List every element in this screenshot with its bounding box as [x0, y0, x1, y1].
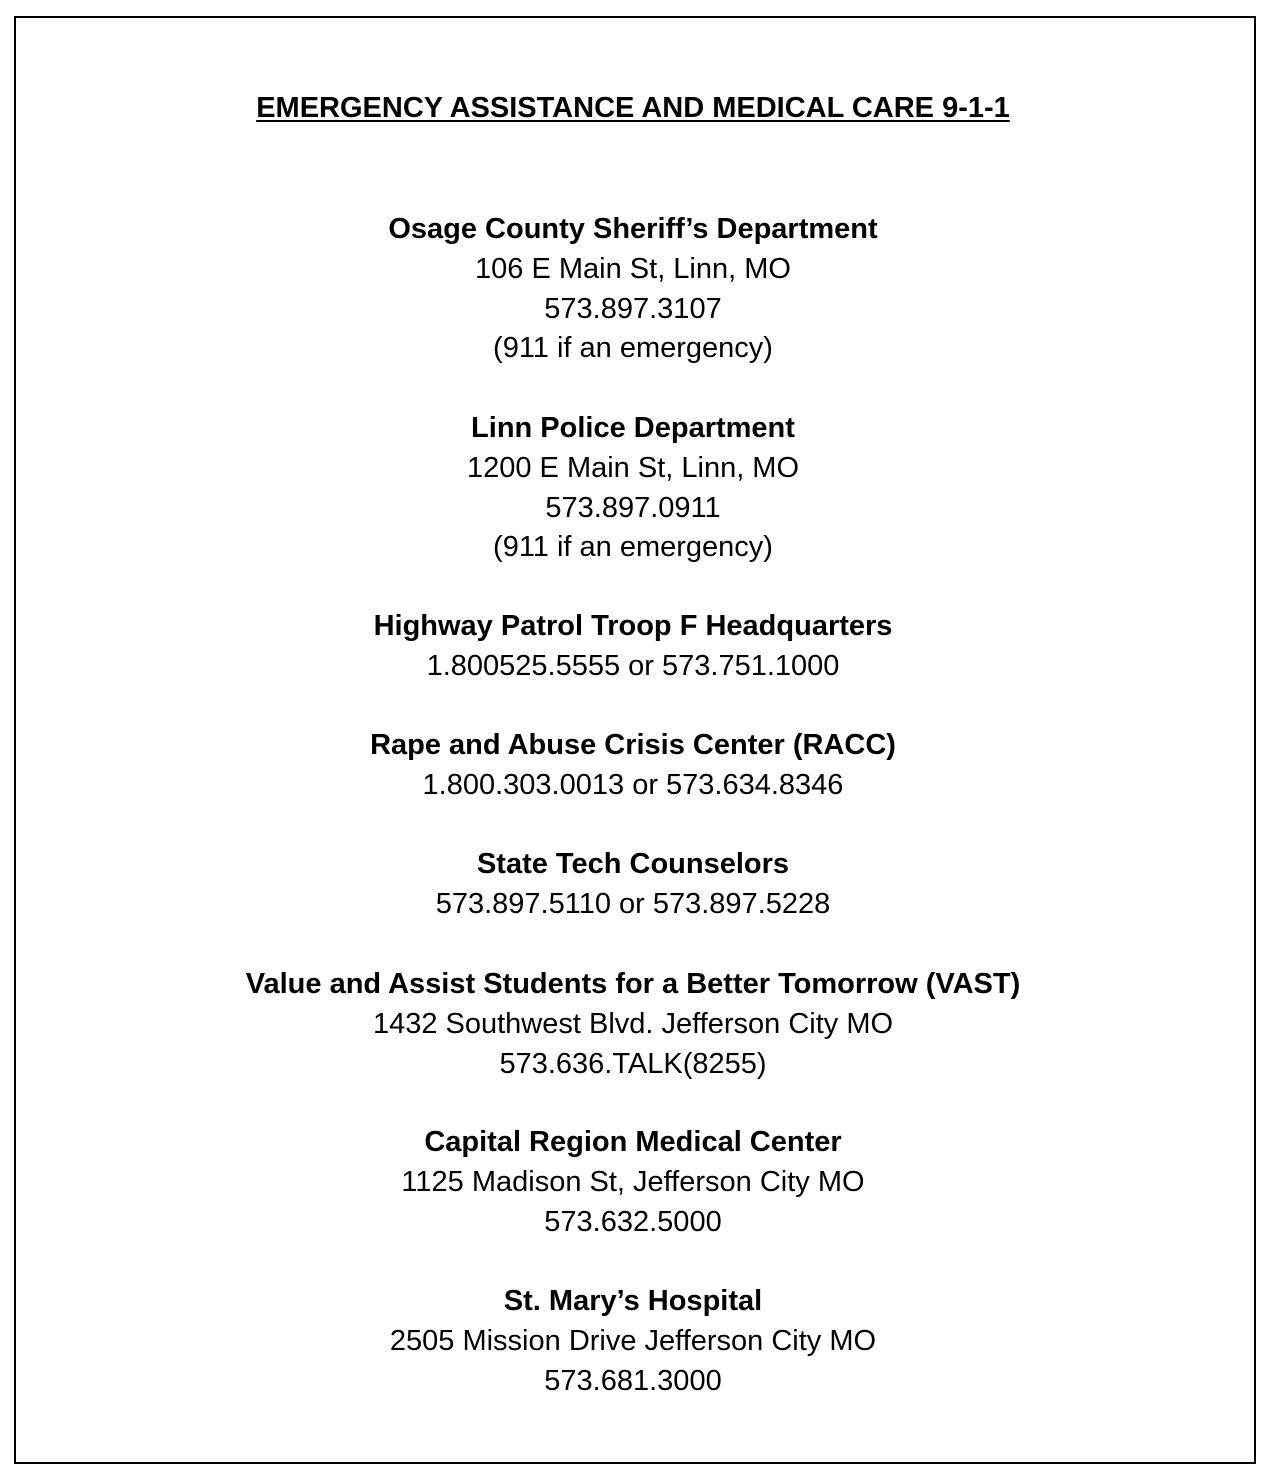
contact-vast	[0, 965, 1266, 1084]
contact-name: Rape and Abuse Crisis Center (RACC)	[370, 729, 896, 761]
contact-highway-patrol	[0, 607, 1266, 687]
contact-address: 106 E Main St, Linn, MO	[475, 252, 791, 285]
page-title	[0, 88, 1266, 128]
contact-phone[interactable]: 573.897.3107	[544, 292, 722, 325]
contact-address: 2505 Mission Drive Jefferson City MO	[389, 1324, 877, 1357]
contact-phone[interactable]: 573.681.3000	[544, 1364, 722, 1397]
contact-name: St. Mary’s Hospital	[503, 1285, 763, 1317]
contact-phone[interactable]: 1.800525.5555 or 573.751.1000	[426, 649, 840, 682]
contact-osage-sheriff	[0, 210, 1266, 369]
contact-st-marys	[0, 1282, 1266, 1401]
contact-address: 1125 Madison St, Jefferson City MO	[401, 1165, 865, 1198]
contact-note: (911 if an emergency)	[493, 332, 773, 365]
contact-address: 1200 E Main St, Linn, MO	[466, 451, 800, 484]
contact-name: Value and Assist Students for a Better Tomorrow (VAST)	[245, 968, 1021, 1000]
contact-note: (911 if an emergency)	[493, 531, 773, 564]
contact-name: Osage County Sheriff’s Department	[388, 213, 878, 245]
contact-name: Capital Region Medical Center	[424, 1126, 842, 1158]
contact-name: Linn Police Department	[471, 412, 795, 444]
contact-phone[interactable]: 573.632.5000	[544, 1205, 722, 1238]
page-title-text: EMERGENCY ASSISTANCE AND MEDICAL CARE 9-1-1	[256, 92, 1010, 124]
contact-capital-region	[0, 1123, 1266, 1242]
contact-phone[interactable]: 573.636.TALK(8255)	[499, 1047, 767, 1080]
contact-state-tech-counselors	[0, 845, 1266, 925]
contact-racc	[0, 726, 1266, 806]
contact-phone[interactable]: 1.800.303.0013 or 573.634.8346	[422, 768, 844, 801]
contact-phone[interactable]: 573.897.0911	[545, 491, 721, 524]
contact-name: Highway Patrol Troop F Headquarters	[373, 610, 893, 642]
contact-name: State Tech Counselors	[476, 848, 790, 880]
contact-address: 1432 Southwest Blvd. Jefferson City MO	[372, 1007, 894, 1040]
contact-phone[interactable]: 573.897.5110 or 573.897.5228	[435, 887, 831, 920]
contact-linn-police	[0, 409, 1266, 568]
